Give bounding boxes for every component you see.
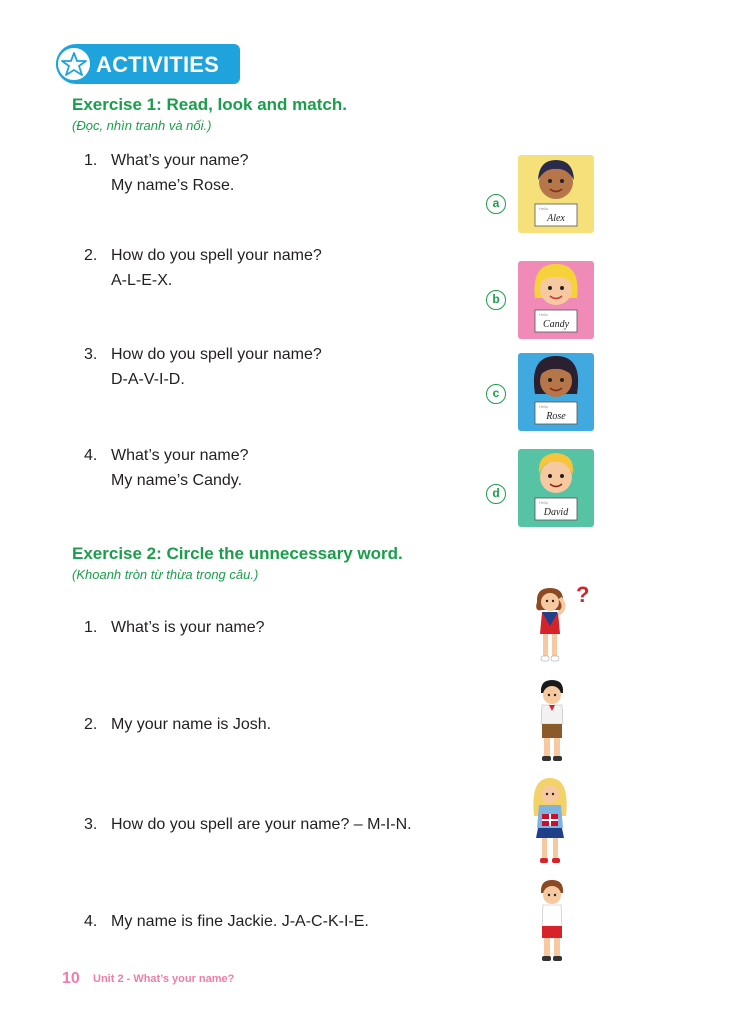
ex2-q4-number: 4.	[84, 913, 98, 930]
option-d-letter[interactable]: d	[486, 484, 506, 504]
exercise1-subtitle: (Đọc, nhìn tranh và nối.)	[72, 118, 212, 133]
ex1-q1-question: What’s your name?	[111, 152, 249, 169]
ex1-q4-number: 4.	[84, 447, 98, 464]
ex1-q4-question: What’s your name?	[111, 447, 249, 464]
girl-thinking-illustration	[520, 586, 580, 668]
exercise2-title: Exercise 2: Circle the unnecessary word.	[72, 544, 403, 563]
star-icon	[56, 46, 92, 82]
exercise2-subtitle: (Khoanh tròn từ thừa trong câu.)	[72, 567, 259, 582]
portrait-rose-name: Rose	[546, 411, 566, 422]
boy-red-shorts-illustration	[522, 878, 582, 966]
boy-standing-illustration	[522, 678, 582, 764]
option-c-letter[interactable]: c	[486, 384, 506, 404]
option-b-letter[interactable]: b	[486, 290, 506, 310]
banner-title: ACTIVITIES	[96, 52, 220, 77]
option-a-letter[interactable]: a	[486, 194, 506, 214]
portrait-alex-tag: Hello	[539, 206, 549, 211]
portrait-rose[interactable]	[515, 350, 597, 434]
ex2-q1-number: 1.	[84, 619, 98, 636]
girl-blonde-illustration	[520, 776, 580, 868]
portrait-candy-tag: Hello	[539, 312, 549, 317]
ex1-q2-question: How do you spell your name?	[111, 247, 322, 264]
ex1-q1-answer: My name’s Rose.	[111, 177, 235, 194]
ex1-q2-number: 2.	[84, 247, 98, 264]
ex1-q1-number: 1.	[84, 152, 98, 169]
ex2-q3-text[interactable]: How do you spell are your name? – M-I-N.	[111, 816, 412, 833]
portrait-david[interactable]	[515, 446, 597, 530]
exercise1-title: Exercise 1: Read, look and match.	[72, 95, 347, 114]
ex2-q1-text[interactable]: What’s is your name?	[111, 619, 265, 636]
ex2-q4-text[interactable]: My name is fine Jackie. J-A-C-K-I-E.	[111, 913, 369, 930]
ex1-q3-question: How do you spell your name?	[111, 346, 322, 363]
portrait-candy-name: Candy	[542, 319, 570, 330]
question-mark-icon: ?	[576, 582, 590, 607]
portrait-candy[interactable]	[515, 258, 597, 342]
ex2-q2-text[interactable]: My your name is Josh.	[111, 716, 272, 733]
ex1-q3-number: 3.	[84, 346, 98, 363]
portrait-david-tag: Hello	[539, 500, 549, 505]
ex2-q3-number: 3.	[84, 816, 98, 833]
ex1-q2-answer: A-L-E-X.	[111, 272, 173, 289]
ex1-q4-answer: My name’s Candy.	[111, 472, 243, 489]
ex2-q2-number: 2.	[84, 716, 98, 733]
portrait-alex[interactable]	[515, 152, 597, 236]
ex1-q3-answer: D-A-V-I-D.	[111, 371, 185, 388]
portrait-alex-name: Alex	[547, 213, 565, 224]
portrait-rose-tag: Hello	[539, 404, 549, 409]
footer-unit-title: Unit 2 - What’s your name?	[93, 973, 235, 985]
page-number: 10	[62, 970, 80, 987]
portrait-david-name: David	[543, 507, 569, 518]
